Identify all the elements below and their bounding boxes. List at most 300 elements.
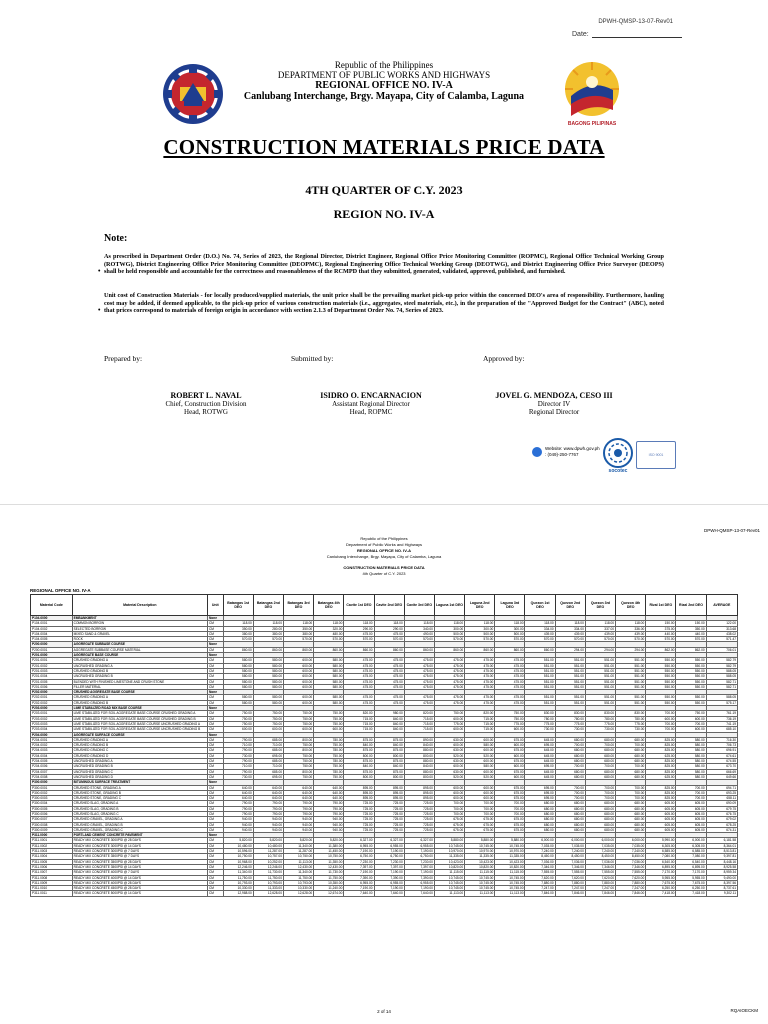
table-cell: 11,750.00 [223, 875, 253, 880]
table-cell: 118.00 [404, 621, 434, 626]
table-cell: FILLER MATERIAL [72, 684, 207, 689]
table-cell: 7,190.00 [374, 886, 404, 891]
table-cell: 11,335.00 [465, 854, 495, 859]
table-cell: CRUSHED GRADING B [72, 668, 207, 673]
table-cell: 725.00 [404, 806, 434, 811]
table-cell: 7,555.00 [616, 870, 646, 875]
approved-by-role: Regional Director [528, 408, 580, 416]
table-cell: 830.00 [555, 711, 585, 716]
table-cell: 600.00 [434, 743, 464, 748]
table-cell: CM [208, 790, 224, 795]
table-cell: 7,190.00 [374, 849, 404, 854]
table-cell: P300.0002 [31, 790, 73, 795]
table-cell: 438.02 [706, 631, 737, 636]
table-cell: 825.00 [646, 737, 676, 742]
table-cell: 725.00 [344, 806, 374, 811]
table-cell: 645.00 [525, 753, 555, 758]
table-cell: 630.00 [434, 748, 464, 753]
table-cell: 336.00 [616, 626, 646, 631]
table-cell: 5,990.00 [646, 838, 676, 843]
table-cell: 780.00 [585, 716, 615, 721]
table-cell: 640.00 [253, 785, 283, 790]
table-cell: 680.00 [585, 806, 615, 811]
table-cell: 6,750.00 [374, 854, 404, 859]
table-cell: 600.00 [283, 727, 313, 732]
table-cell: 7,036.00 [555, 859, 585, 864]
table-cell: 840.00 [374, 743, 404, 748]
table-cell: 300.00 [465, 626, 495, 631]
table-cell: 12,988.00 [223, 891, 253, 896]
table-cell: 118.00 [374, 621, 404, 626]
table-cell: 680.00 [616, 811, 646, 816]
table-cell: 710.00 [223, 764, 253, 769]
table-cell: 475.00 [344, 674, 374, 679]
table-cell: 940.00 [253, 827, 283, 832]
table-cell: 11,240.00 [314, 886, 344, 891]
table-cell: 7,418.00 [646, 891, 676, 896]
table-cell: 7,846.00 [555, 891, 585, 896]
table-cell: 680.00 [555, 774, 585, 779]
table-cell: 475.00 [465, 663, 495, 668]
table-cell: 790.00 [223, 759, 253, 764]
table-cell: 695.00 [525, 785, 555, 790]
iso-certification-badge: ISO 9001 [636, 441, 676, 469]
table-cell: 6,955.00 [344, 843, 374, 848]
table-cell: 10,745.00 [465, 886, 495, 891]
table-cell: 675.00 [495, 769, 525, 774]
table-cell: 551.00 [616, 695, 646, 700]
table-cell: 520.00 [465, 753, 495, 758]
table-cell: 12,246.00 [253, 864, 283, 869]
table-cell: None [208, 653, 224, 658]
table-cell: 580.00 [676, 774, 706, 779]
table-cell: 605.00 [676, 817, 706, 822]
table-cell: 700.00 [646, 721, 676, 726]
table-cell: 11,335.00 [434, 854, 464, 859]
table-cell: 940.00 [223, 817, 253, 822]
table-cell: 680.00 [616, 769, 646, 774]
table-cell: 440.00 [676, 631, 706, 636]
table-cell: 551.00 [525, 658, 555, 663]
table-cell: 550.00 [676, 695, 706, 700]
table-cell: 580.00 [223, 679, 253, 684]
table-cell: 10,757.00 [253, 854, 283, 859]
table-cell: 940.00 [223, 822, 253, 827]
price-table-container [30, 594, 738, 1004]
table-cell: 570.00 [495, 637, 525, 642]
table-cell: 640.00 [314, 790, 344, 795]
table-cell: 700.00 [585, 790, 615, 795]
table-cell: 7,240.00 [616, 849, 646, 854]
table-cell: P202.0001 [31, 695, 73, 700]
table-cell: 680.00 [555, 748, 585, 753]
table-cell: 862.00 [676, 647, 706, 652]
table-cell: 725.00 [344, 827, 374, 832]
table-cell: None [208, 732, 224, 737]
table-cell: CRUSHED GRAVEL, GRADING C [72, 827, 207, 832]
submitted-by-label: Submitted by: [291, 354, 334, 363]
table-cell: 645.00 [525, 774, 555, 779]
table-cell: 715.00 [344, 721, 374, 726]
table-cell: 475.00 [344, 658, 374, 663]
globe-icon [532, 447, 542, 457]
table-cell: 475.00 [374, 663, 404, 668]
table-cell: 790.00 [223, 748, 253, 753]
table-cell: P311.0004 [31, 854, 73, 859]
table-cell: 800.00 [374, 774, 404, 779]
table-cell: 580.00 [676, 737, 706, 742]
table-cell: 580.00 [253, 668, 283, 673]
table-cell: 6,540.00 [676, 859, 706, 864]
table-cell: 700.00 [434, 811, 464, 816]
table-cell: 10,423.00 [465, 859, 495, 864]
table-cell: P201.0006 [31, 684, 73, 689]
table-cell: 10,745.00 [434, 880, 464, 885]
table-cell: P203.0002 [31, 716, 73, 721]
table-cell: 11,340.00 [283, 870, 313, 875]
table-cell: 680.00 [585, 748, 615, 753]
table-cell: 7,880.00 [585, 880, 615, 885]
table-cell: 12,430.00 [314, 864, 344, 869]
table-cell: READY MIX CONCRETE 3000PSI @ 7 DAYS [72, 849, 207, 854]
table-cell: 800.00 [374, 753, 404, 758]
table-cell: 678.25 [706, 822, 737, 827]
table-cell: 475.00 [495, 668, 525, 673]
bullet-icon: • [98, 267, 101, 275]
table-cell: 6,750.00 [404, 854, 434, 859]
table-cell: P300.0006 [31, 811, 73, 816]
table-cell: 570.00 [434, 637, 464, 642]
table-cell: 520.00 [434, 774, 464, 779]
table-cell: 880.00 [404, 769, 434, 774]
table-cell: 551.00 [616, 679, 646, 684]
table-cell: 680.00 [616, 822, 646, 827]
table-cell: 580.00 [253, 663, 283, 668]
table-cell: 725.00 [404, 801, 434, 806]
table-cell: 11,113.00 [465, 891, 495, 896]
table-cell: 575.17 [706, 700, 737, 705]
table-cell: P203.0003 [31, 721, 73, 726]
table-cell: 8,450.00 [555, 854, 585, 859]
table-cell: 780.00 [314, 769, 344, 774]
table-cell: 685.00 [253, 748, 283, 753]
table-cell: 649.66 [706, 774, 737, 779]
table-cell: 640.00 [223, 785, 253, 790]
table-cell: 10,793.00 [283, 880, 313, 885]
table-cell: READY MIX CONCRETE 3000PSI @ 14 DAYS [72, 843, 207, 848]
table-cell: 700.00 [495, 806, 525, 811]
table-cell: 675.00 [495, 759, 525, 764]
table-cell: 294.00 [616, 647, 646, 652]
table-cell: UNCRUSHED GRADING C [72, 769, 207, 774]
table-cell: 8,364.01 [706, 843, 737, 848]
table-cell: 550.00 [646, 663, 676, 668]
table-cell: 715.00 [344, 727, 374, 732]
cover-page [0, 0, 768, 505]
table-cell: CRUSHED GRAVEL, GRADING B [72, 822, 207, 827]
table-cell: 700.00 [676, 721, 706, 726]
table-cell: 680.00 [525, 827, 555, 832]
table-cell: 600.00 [495, 727, 525, 732]
table-cell: 475.00 [434, 700, 464, 705]
table-cell: 7,190.00 [404, 849, 434, 854]
table-cell: 780.00 [314, 748, 344, 753]
table-cell: 550.00 [676, 674, 706, 679]
table-cell: 550.00 [676, 658, 706, 663]
table-cell: 630.00 [434, 769, 464, 774]
table-cell: CRUSHED STONE, GRADING C [72, 796, 207, 801]
table-cell: 551.00 [585, 663, 615, 668]
table-cell: 570.00 [465, 637, 495, 642]
table-cell: 730.00 [616, 727, 646, 732]
table-cell: 605.00 [676, 806, 706, 811]
table-cell: 700.00 [465, 801, 495, 806]
table-cell: 715.00 [404, 727, 434, 732]
table-cell: 780.00 [525, 716, 555, 721]
table-cell: 700.00 [616, 785, 646, 790]
table-cell: 11,380.00 [314, 843, 344, 848]
table-cell: 680.00 [616, 759, 646, 764]
table-cell: 790.00 [223, 737, 253, 742]
table-cell: 693.25 [706, 790, 737, 795]
table-cell: 571.47 [706, 637, 737, 642]
table-cell: 580.00 [465, 743, 495, 748]
table-cell: 600.00 [314, 727, 344, 732]
table-cell: 6,750.00 [344, 854, 374, 859]
table-cell: 605.00 [676, 822, 706, 827]
table-cell: 800.00 [283, 769, 313, 774]
table-cell: 550.00 [646, 679, 676, 684]
table-cell: 11,750.00 [253, 875, 283, 880]
column-header: Batangas 4th DEO [314, 595, 344, 616]
table-cell: PORTLAND CEMENT CONCRETE PAVEMENT [72, 833, 207, 838]
table-cell: 605.00 [646, 801, 676, 806]
table-cell: 475.00 [374, 658, 404, 663]
table-cell: 680.00 [555, 759, 585, 764]
table-cell: 600.00 [465, 769, 495, 774]
table-cell: 10,596.00 [223, 849, 253, 854]
table-cell: 875.00 [344, 748, 374, 753]
table-cell: 730.00 [555, 727, 585, 732]
table-cell: CM [208, 637, 224, 642]
table-cell: 685.00 [253, 737, 283, 742]
table-cell: 600.00 [676, 716, 706, 721]
table-cell: 605.00 [646, 827, 676, 832]
table-cell: 11,113.00 [434, 891, 464, 896]
table-cell: 725.00 [404, 827, 434, 832]
table-cell: 700.00 [646, 727, 676, 732]
table-cell: 7,035.00 [585, 843, 615, 848]
table-cell: 605.00 [676, 827, 706, 832]
table-cell: CM [208, 631, 224, 636]
table-cell: 825.00 [646, 764, 676, 769]
table-cell: 790.00 [223, 811, 253, 816]
table-cell: 680.00 [525, 806, 555, 811]
table-cell: 11,450.00 [314, 849, 344, 854]
table-cell: CM [208, 621, 224, 626]
table-cell: P204.0003 [31, 748, 73, 753]
table-cell: 7,346.00 [525, 864, 555, 869]
header-address: Canlubang Interchange, Brgy. Mayapa, City of Calamba, Laguna [243, 91, 525, 102]
table-cell: 680.00 [555, 822, 585, 827]
table-cell: 860.00 [314, 647, 344, 652]
table-cell: 570.00 [585, 637, 615, 642]
table-cell: 550.00 [646, 658, 676, 663]
table-cell: CM [208, 674, 224, 679]
table-cell: 750.00 [495, 711, 525, 716]
table-cell: 680.00 [555, 817, 585, 822]
column-header: Material Code [31, 595, 73, 616]
table-cell: 7,880.00 [525, 880, 555, 885]
table-cell: 600.00 [676, 727, 706, 732]
table-cell: 830.00 [585, 711, 615, 716]
table-cell: 800.00 [404, 753, 434, 758]
table-cell: CRUSHED GRADING D [72, 753, 207, 758]
table-cell: 800.00 [283, 748, 313, 753]
table-cell: 630.00 [434, 759, 464, 764]
table-cell: 520.00 [465, 774, 495, 779]
table-cell: ROCK [72, 637, 207, 642]
table-cell: 600.00 [283, 658, 313, 663]
table-cell: 700.00 [616, 790, 646, 795]
table-cell: 7,846.00 [616, 891, 646, 896]
table-cell: 741.19 [706, 721, 737, 726]
table-cell: 730.00 [585, 727, 615, 732]
price-table [30, 594, 738, 897]
table-cell: 6,250.00 [676, 886, 706, 891]
table-cell: 750.00 [283, 759, 313, 764]
table-cell: 475.00 [434, 679, 464, 684]
table-cell: 860.00 [404, 647, 434, 652]
table-cell: 790.00 [283, 806, 313, 811]
table-cell: 680.00 [555, 806, 585, 811]
table-cell: LIME STABILIZED FOR SOIL AGGREGATE BASE COURSE UNCRUSHED GRADING B [72, 727, 207, 732]
table-cell: 475.00 [344, 684, 374, 689]
table-cell: 7,170.00 [646, 870, 676, 875]
column-header: Cavite 3rd DEO [404, 595, 434, 616]
table-cell: 695.00 [253, 774, 283, 779]
table-cell: P204.0000 [31, 732, 73, 737]
table-cell: 775.00 [585, 721, 615, 726]
table-cell: 640.00 [283, 785, 313, 790]
table-cell: 860.00 [283, 647, 313, 652]
table-cell: 313.68 [706, 626, 737, 631]
prepared-by-label: Prepared by: [104, 354, 143, 363]
table-cell: 940.00 [314, 822, 344, 827]
table-cell: CRUSHED SLAG, GRADING B [72, 806, 207, 811]
table-cell: 8,450.00 [616, 854, 646, 859]
table-cell: 582.71 [706, 684, 737, 689]
table-cell: 716.30 [706, 737, 737, 742]
table-cell: 580.00 [253, 700, 283, 705]
table-cell: 439.00 [585, 631, 615, 636]
table-cell: 680.00 [585, 759, 615, 764]
table-cell: 830.00 [525, 711, 555, 716]
table-cell: P300.0000 [31, 780, 73, 785]
table-cell: 7,230.00 [374, 859, 404, 864]
table-cell: LIME STABILIZED FOR SOIL AGGREGATE BASE COURSE UNCRUSHED GRADING A [72, 721, 207, 726]
table-cell: 680.00 [616, 806, 646, 811]
table-cell: 825.00 [646, 790, 676, 795]
table-cell: 10,970.00 [495, 849, 525, 854]
contact-info [545, 446, 600, 458]
table-cell: CRUSHED GRADING B [72, 743, 207, 748]
table-cell: 580.00 [465, 764, 495, 769]
table-cell: CM [208, 785, 224, 790]
table-cell: 7,080.00 [646, 854, 676, 859]
table-cell: 860.00 [495, 647, 525, 652]
table-cell: 725.00 [344, 822, 374, 827]
table-cell: 674.61 [706, 753, 737, 758]
table-cell: P204.0005 [31, 759, 73, 764]
table-cell: 580.00 [223, 674, 253, 679]
table-cell: 580.00 [223, 668, 253, 673]
table-cell: 860.00 [344, 647, 374, 652]
table-cell: 551.00 [585, 658, 615, 663]
table-cell: 820.00 [465, 711, 495, 716]
table-cell: 7,036.00 [616, 859, 646, 864]
header-republic: Republic of the Philippines [334, 60, 434, 70]
table-cell: 551.00 [616, 668, 646, 673]
table-cell: 475.00 [465, 658, 495, 663]
date-label: Date: [572, 31, 589, 38]
table-cell: 551.00 [525, 700, 555, 705]
table-cell: 440.00 [646, 631, 676, 636]
table-cell: 380.00 [283, 631, 313, 636]
table-cell: 715.00 [344, 716, 374, 721]
website-text: Website: www.dpwh.gov.ph [545, 446, 600, 451]
table-cell: 820.00 [344, 711, 374, 716]
table-cell: P311.0007 [31, 870, 73, 875]
table-cell: 800.00 [344, 774, 374, 779]
table-cell: 570.00 [223, 637, 253, 642]
page-number: 2 of 14 [377, 1009, 391, 1014]
table-cell: 6,955.00 [374, 880, 404, 885]
table-cell: 580.00 [676, 753, 706, 758]
table-cell: 551.00 [585, 668, 615, 673]
region-heading: REGION NO. IV-A [333, 207, 435, 221]
table-cell: None [208, 780, 224, 785]
table-cell: None [208, 690, 224, 695]
table-cell: 580.00 [223, 700, 253, 705]
table-cell: 730.00 [223, 753, 253, 758]
table-cell: 10,745.00 [495, 875, 525, 880]
table-cell: 875.00 [374, 748, 404, 753]
table-cell: SELECTED BORROW [72, 626, 207, 631]
table-cell: 675.00 [465, 817, 495, 822]
table-cell: 582.71 [706, 679, 737, 684]
table-cell: 475.00 [434, 695, 464, 700]
table-cell: 580.00 [253, 658, 283, 663]
table-cell: 7,675.00 [646, 880, 676, 885]
table-cell: 750.00 [314, 774, 344, 779]
table-cell: P104.0000 [31, 616, 73, 621]
table-cell: 118.00 [283, 621, 313, 626]
table-cell: CM [208, 838, 224, 843]
table-cell: 600.00 [465, 748, 495, 753]
table-cell: 12,674.00 [314, 891, 344, 896]
table-cell: 5,880.00 [465, 838, 495, 843]
table-cell: CRUSHED SLAG, GRADING C [72, 811, 207, 816]
table-cell: 700.00 [555, 743, 585, 748]
table-cell: 475.00 [344, 668, 374, 673]
table-cell: 715.00 [404, 716, 434, 721]
quarter-heading: 4TH QUARTER OF C.Y. 2023 [305, 183, 463, 197]
page2-header-line: REGIONAL OFFICE NO. IV-A [357, 548, 411, 553]
table-cell: 700.00 [676, 796, 706, 801]
table-cell: 680.00 [616, 753, 646, 758]
table-cell: 551.00 [555, 679, 585, 684]
